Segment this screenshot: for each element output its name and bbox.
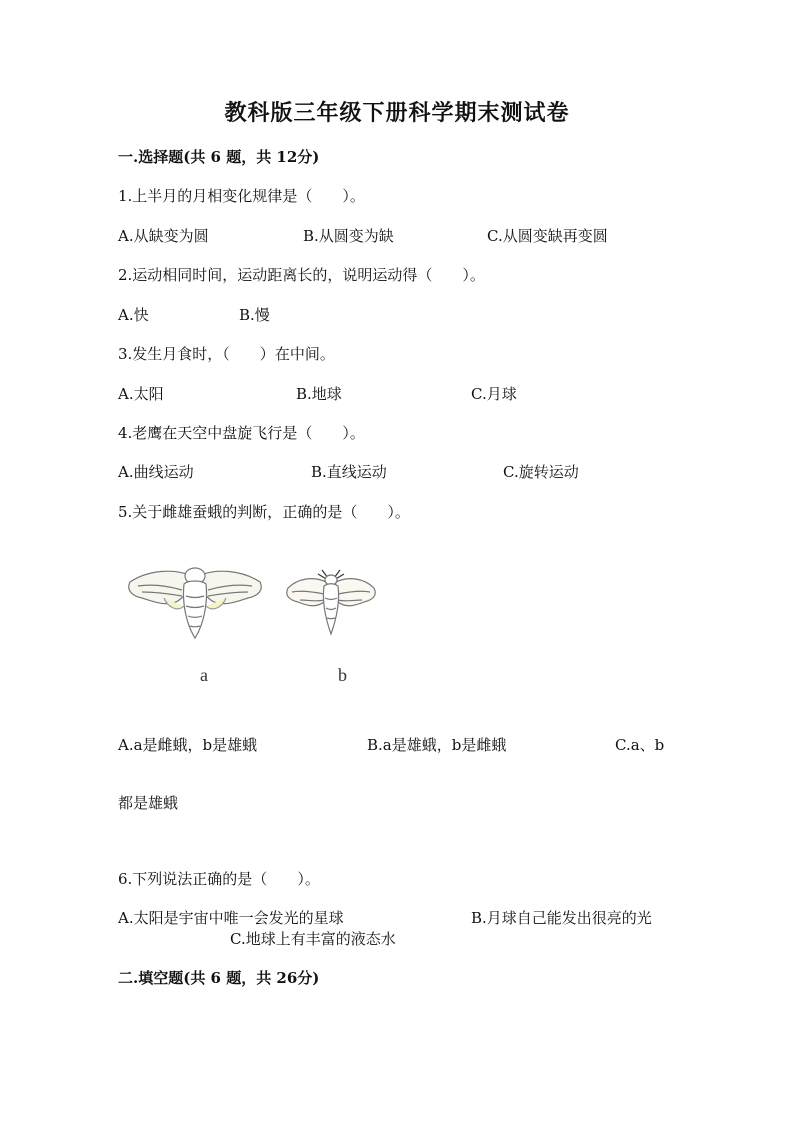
q1-option-b: B.从圆变为缺	[303, 227, 394, 245]
q2-option-a: A.快	[118, 306, 149, 324]
moth-b-label: b	[338, 665, 347, 685]
q4-option-a: A.曲线运动	[118, 463, 194, 481]
section-heading-fill-in: 二.填空题(共 6 题，共 26分)	[118, 969, 320, 987]
moth-a-label: a	[200, 665, 208, 685]
q4-option-c: C.旋转运动	[503, 463, 579, 481]
q1-option-a: A.从缺变为圆	[118, 227, 209, 245]
moth-a-illustration	[124, 562, 266, 644]
moth-b-illustration	[282, 566, 380, 638]
q5-option-a: A.a是雌蛾，b是雄蛾	[118, 736, 258, 754]
q6-option-c: C.地球上有丰富的液态水	[230, 930, 396, 948]
q4-option-b: B.直线运动	[311, 463, 387, 481]
section-heading-choice: 一.选择题(共 6 题，共 12分)	[118, 148, 320, 166]
q6-option-a: A.太阳是宇宙中唯一会发光的星球	[118, 909, 344, 927]
q1-option-c: C.从圆变缺再变圆	[487, 227, 608, 245]
page-title: 教科版三年级下册科学期末测试卷	[224, 100, 570, 126]
question-6: 6.下列说法正确的是（ ）。	[118, 870, 320, 888]
question-2: 2.运动相同时间，运动距离长的，说明运动得（ ）。	[118, 266, 485, 284]
question-4: 4.老鹰在天空中盘旋飞行是（ ）。	[118, 424, 365, 442]
q3-option-a: A.太阳	[118, 385, 164, 403]
q6-option-b: B.月球自己能发出很亮的光	[471, 909, 652, 927]
q2-option-b: B.慢	[239, 306, 270, 324]
question-3: 3.发生月食时，（ ）在中间。	[118, 345, 335, 363]
q5-option-c: C.a、b	[615, 736, 665, 754]
q3-option-b: B.地球	[296, 385, 342, 403]
question-1: 1.上半月的月相变化规律是（ ）。	[118, 187, 365, 205]
q5-option-b: B.a是雄蛾，b是雌蛾	[367, 736, 507, 754]
question-5: 5.关于雌雄蚕蛾的判断，正确的是（ ）。	[118, 503, 410, 521]
q5-option-c-continued: 都是雄蛾	[118, 794, 179, 812]
q3-option-c: C.月球	[471, 385, 517, 403]
